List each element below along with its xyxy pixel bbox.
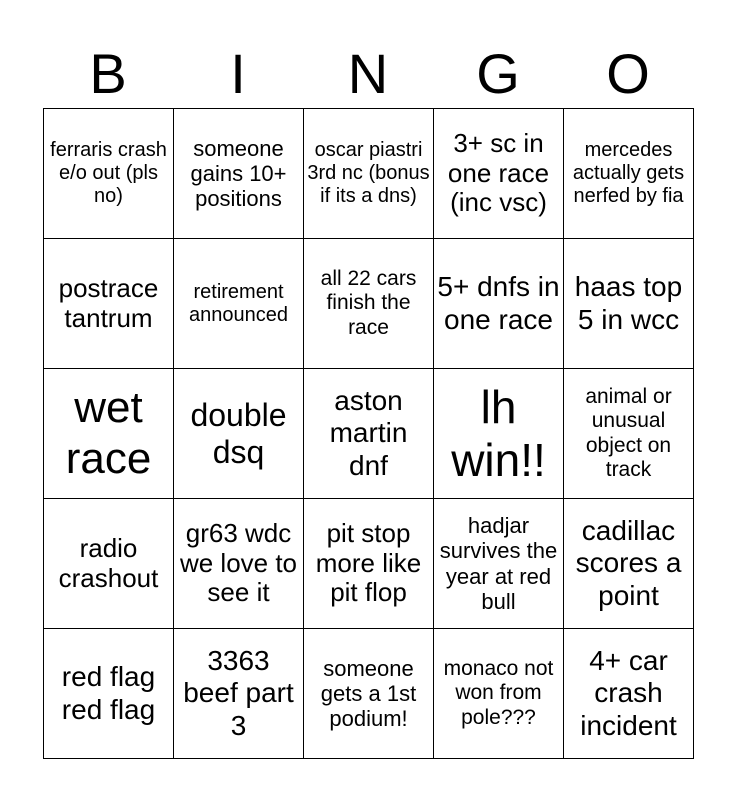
header-letter-g: G: [476, 42, 520, 105]
header-letter-i: I: [230, 42, 246, 105]
bingo-card: [43, 108, 694, 759]
bingo-cell[interactable]: red flag red flag: [44, 629, 174, 759]
bingo-cell[interactable]: gr63 wdc we love to see it: [174, 499, 304, 629]
bingo-cell[interactable]: ferraris crash e/o out (pls no): [44, 109, 174, 239]
header-letter-b: B: [89, 42, 127, 105]
bingo-cell[interactable]: postrace tantrum: [44, 239, 174, 369]
bingo-cell[interactable]: 5+ dnfs in one race: [434, 239, 564, 369]
bingo-cell[interactable]: 3363 beef part 3: [174, 629, 304, 759]
bingo-row-2: [44, 239, 694, 369]
bingo-cell[interactable]: someone gets a 1st podium!: [304, 629, 434, 759]
bingo-cell[interactable]: hadjar survives the year at red bull: [434, 499, 564, 629]
bingo-row-1: [44, 109, 694, 239]
bingo-row-3: [44, 369, 694, 499]
bingo-cell[interactable]: all 22 cars finish the race: [304, 239, 434, 369]
bingo-cell[interactable]: wet race: [44, 369, 174, 499]
header-letter-n: N: [347, 42, 389, 105]
bingo-cell[interactable]: pit stop more like pit flop: [304, 499, 434, 629]
bingo-cell[interactable]: mercedes actually gets nerfed by fia: [564, 109, 694, 239]
bingo-row-4: [44, 499, 694, 629]
bingo-cell[interactable]: aston martin dnf: [304, 369, 434, 499]
bingo-cell[interactable]: someone gains 10+ positions: [174, 109, 304, 239]
bingo-cell[interactable]: double dsq: [174, 369, 304, 499]
bingo-cell[interactable]: haas top 5 in wcc: [564, 239, 694, 369]
bingo-cell[interactable]: 3+ sc in one race (inc vsc): [434, 109, 564, 239]
bingo-cell[interactable]: oscar piastri 3rd nc (bonus if its a dns): [304, 109, 434, 239]
bingo-cell[interactable]: animal or unusual object on track: [564, 369, 694, 499]
bingo-cell[interactable]: 4+ car crash incident: [564, 629, 694, 759]
bingo-cell[interactable]: monaco not won from pole???: [434, 629, 564, 759]
bingo-cell[interactable]: cadillac scores a point: [564, 499, 694, 629]
header-letter-o: O: [606, 42, 650, 105]
bingo-cell[interactable]: retirement announced: [174, 239, 304, 369]
bingo-row-5: [44, 629, 694, 759]
bingo-cell[interactable]: lh win!!: [434, 369, 564, 499]
bingo-header: [43, 40, 693, 108]
bingo-cell[interactable]: radio crashout: [44, 499, 174, 629]
